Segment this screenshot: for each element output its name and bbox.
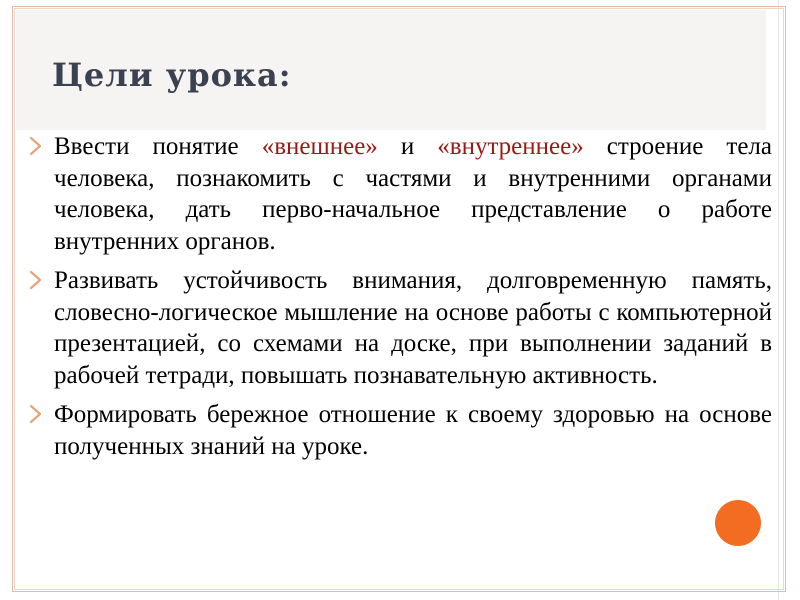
goals-list <box>24 131 772 470</box>
goal-1-prefix: Ввести понятие <box>54 133 262 160</box>
chevron-bullet-icon <box>24 401 46 427</box>
chevron-bullet-icon <box>24 133 46 159</box>
goal-1-mid: и <box>377 133 438 160</box>
chevron-bullet-icon <box>24 267 46 293</box>
slide-title: Цели урока: <box>52 56 292 94</box>
goal-1-suffix: строение тела человека, познакомить с частями и внутренними органами человека, дать перво-начальное представление о работе внутренних органов. <box>54 133 772 255</box>
goal-item-1 <box>24 131 772 257</box>
goal-item-2 <box>24 265 772 391</box>
goal-item-3 <box>24 399 772 462</box>
goal-1-accent-external: «внешнее» <box>261 133 378 160</box>
orange-circle-decoration <box>715 500 761 546</box>
goal-1-accent-internal: «внутреннее» <box>437 133 584 160</box>
goal-2-text: Развивать устойчивость внимания, долговременную память, словесно-логическое мышление на основе работы с компьютерной презентацией, со схемами на доске, при выполнении заданий в рабочей тетради, повышать познавательную активность. <box>54 267 772 389</box>
goal-3-text: Формировать бережное отношение к своему здоровью на основе полученных знаний на уроке. <box>54 401 772 460</box>
